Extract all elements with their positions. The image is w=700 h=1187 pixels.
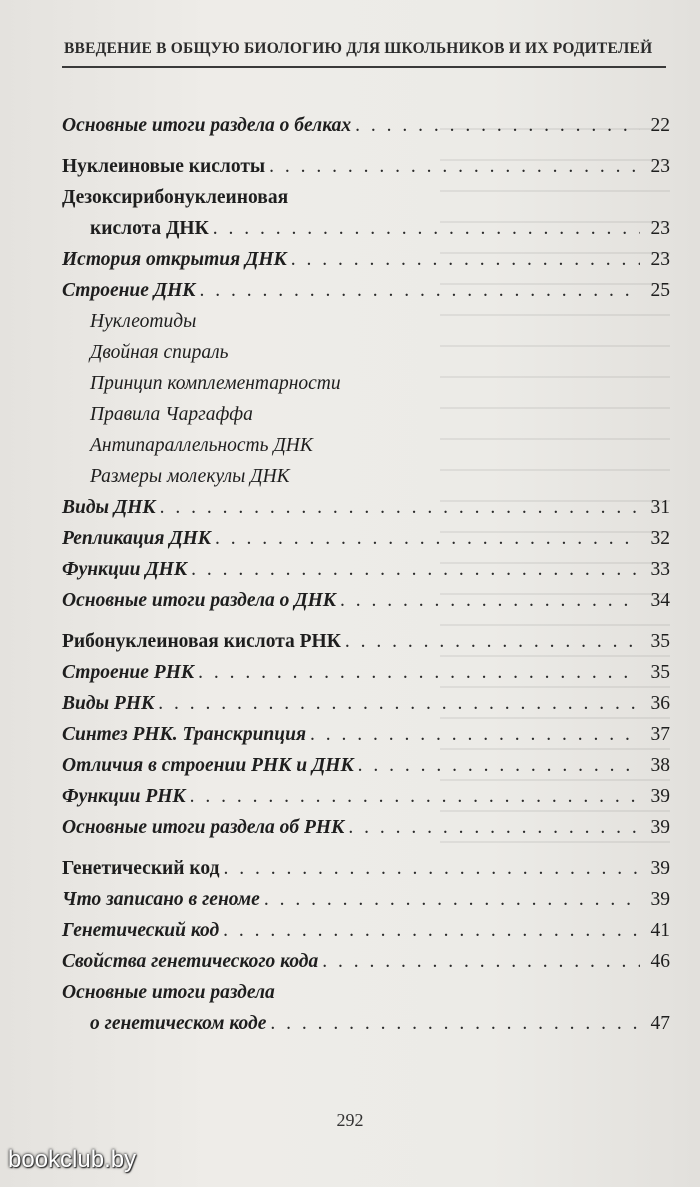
toc-subentry: [62, 306, 670, 337]
toc-entry-page: 35: [650, 631, 670, 652]
dot-leader: [158, 688, 640, 719]
toc-entry-label: Основные итоги раздела о белках: [62, 115, 352, 136]
site-watermark: bookclub.by: [8, 1146, 137, 1173]
toc-entry: [62, 781, 670, 812]
toc-entry-page: 39: [650, 889, 670, 910]
toc-entry: [62, 585, 670, 616]
toc-section-heading: [62, 151, 670, 182]
toc-entry-label: кислота ДНК: [90, 218, 209, 239]
toc-entry-label: Генетический код: [62, 858, 220, 879]
toc-entry-page: 37: [650, 724, 670, 745]
toc-subentry-label: Антипараллельность ДНК: [90, 435, 313, 456]
toc-entry-label: о генетическом коде: [90, 1013, 267, 1034]
toc-entry-label: Отличия в строении РНК и ДНК: [62, 755, 354, 776]
toc-entry: [62, 884, 670, 915]
toc-entry-label: Репликация ДНК: [62, 528, 212, 549]
toc-section-heading-line: [62, 182, 670, 213]
toc-entry-page: 47: [650, 1013, 670, 1034]
toc-entry-page: 22: [650, 115, 670, 136]
toc-entry-page: 23: [650, 218, 670, 239]
toc-entry-page: 34: [650, 590, 670, 611]
toc-entry-page: 39: [650, 817, 670, 838]
toc-entry: [62, 275, 670, 306]
toc-entry-page: 39: [650, 858, 670, 879]
toc-entry: [62, 244, 670, 275]
toc-entry-label: Строение РНК: [62, 662, 195, 683]
toc-subentry: [62, 461, 670, 492]
toc-entry-label: Основные итоги раздела о ДНК: [62, 590, 336, 611]
toc-entry-page: 25: [650, 280, 670, 301]
toc-subentry-label: Правила Чаргаффа: [90, 404, 253, 425]
dot-leader: [348, 812, 640, 843]
toc-entry-page: 41: [650, 920, 670, 941]
toc-entry-label: Дезоксирибонуклеиновая: [62, 187, 289, 208]
toc-entry-page: 46: [650, 951, 670, 972]
toc-subentry: [62, 399, 670, 430]
dot-leader: [223, 853, 640, 884]
dot-leader: [190, 781, 640, 812]
toc-subentry: [62, 430, 670, 461]
dot-leader: [200, 275, 640, 306]
toc-entry-page: 39: [650, 786, 670, 807]
toc-subentry-label: Размеры молекулы ДНК: [90, 466, 290, 487]
toc-entry-page: 36: [650, 693, 670, 714]
toc-subentry: [62, 368, 670, 399]
dot-leader: [355, 110, 640, 141]
toc-entry-label: Рибонуклеиновая кислота РНК: [62, 631, 341, 652]
dot-leader: [191, 554, 640, 585]
dot-leader: [358, 750, 640, 781]
dot-leader: [345, 626, 640, 657]
dot-leader: [213, 213, 640, 244]
dot-leader: [322, 946, 640, 977]
toc-entry: [62, 812, 670, 843]
dot-leader: [160, 492, 640, 523]
dot-leader: [310, 719, 640, 750]
toc-subentry-label: Нуклеотиды: [90, 311, 197, 332]
dot-leader: [291, 244, 640, 275]
toc-entry-page: 23: [650, 249, 670, 270]
toc-entry-page: 35: [650, 662, 670, 683]
toc-subentry-label: Принцип комплементарности: [90, 373, 341, 394]
toc-entry: [62, 1008, 670, 1039]
toc-section-heading: [62, 626, 670, 657]
toc-entry-page: 23: [650, 156, 670, 177]
toc-entry-page: 38: [650, 755, 670, 776]
header-rule: [62, 66, 666, 68]
toc-entry-page: 33: [650, 559, 670, 580]
dot-leader: [198, 657, 640, 688]
dot-leader: [264, 884, 640, 915]
toc-entry-label: История открытия ДНК: [62, 249, 287, 270]
toc-entry-label: Основные итоги раздела об РНК: [62, 817, 345, 838]
toc-section-heading: [62, 853, 670, 884]
toc-entry: [62, 946, 670, 977]
toc-entry-page: 31: [650, 497, 670, 518]
toc-entry: [62, 688, 670, 719]
toc-entry: [62, 554, 670, 585]
dot-leader: [223, 915, 640, 946]
running-header: ВВЕДЕНИЕ В ОБЩУЮ БИОЛОГИЮ ДЛЯ ШКОЛЬНИКОВ И ИХ РОДИТЕЛЕЙ: [64, 40, 653, 57]
toc-entry: [62, 750, 670, 781]
toc-entry-label: Функции РНК: [62, 786, 186, 807]
toc-entry-label: Генетический код: [62, 920, 220, 941]
dot-leader: [340, 585, 640, 616]
toc-entry-label: Виды РНК: [62, 693, 155, 714]
dot-leader: [270, 1008, 640, 1039]
toc-entry-label: Строение ДНК: [62, 280, 196, 301]
toc-entry: [62, 492, 670, 523]
toc-subentry-label: Двойная спираль: [90, 342, 229, 363]
toc-entry-label: Что записано в геноме: [62, 889, 260, 910]
toc-entry: [62, 719, 670, 750]
toc-entry-label: Нуклеиновые кислоты: [62, 156, 266, 177]
toc-entry: [62, 523, 670, 554]
toc-section-heading: [62, 213, 670, 244]
toc-entry-label: Синтез РНК. Транскрипция: [62, 724, 306, 745]
dot-leader: [215, 523, 640, 554]
toc-entry-label: Свойства генетического кода: [62, 951, 319, 972]
dot-leader: [269, 151, 640, 182]
table-of-contents: [62, 110, 670, 1039]
toc-subentry: [62, 337, 670, 368]
toc-entry: [62, 915, 670, 946]
toc-entry: [62, 657, 670, 688]
toc-entry-line: [62, 977, 670, 1008]
toc-entry-label: Виды ДНК: [62, 497, 156, 518]
page-number: 292: [336, 1110, 364, 1130]
toc-entry: [62, 110, 670, 141]
toc-entry-label: Функции ДНК: [62, 559, 188, 580]
toc-entry-label: Основные итоги раздела: [62, 982, 275, 1003]
toc-entry-page: 32: [650, 528, 670, 549]
